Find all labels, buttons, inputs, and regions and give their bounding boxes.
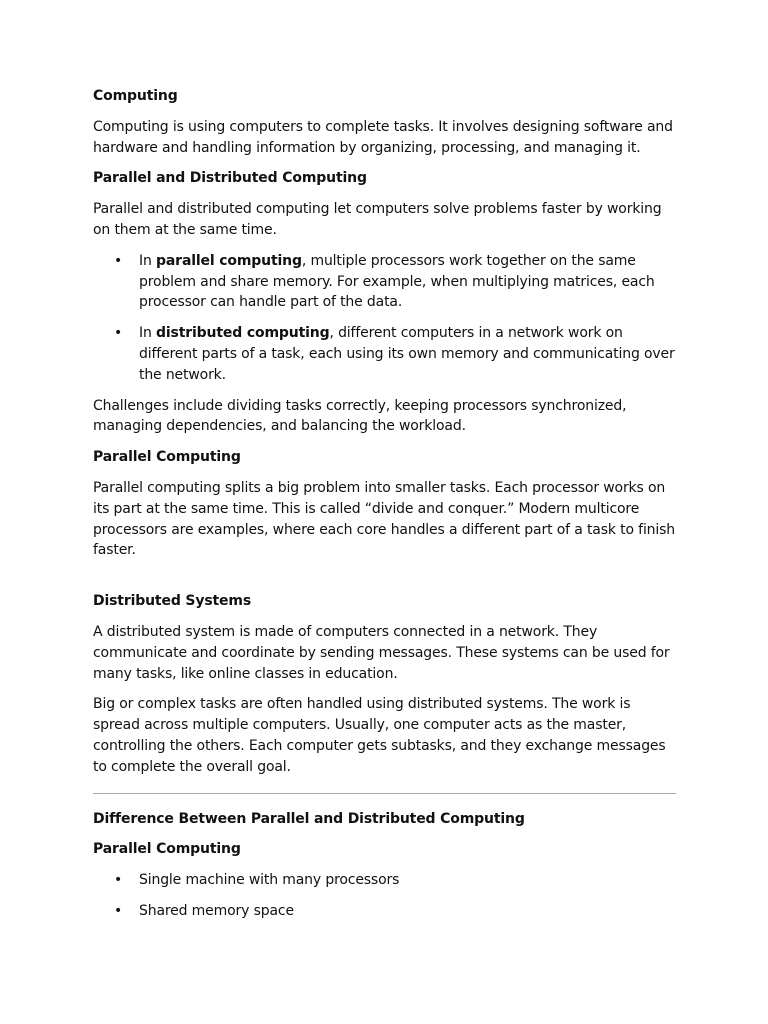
heading-computing: Computing (93, 88, 178, 104)
heading-distributed-systems: Distributed Systems (93, 593, 252, 610)
bullet-marker: • (114, 325, 123, 342)
difference-bullet-list (93, 870, 676, 922)
list-item (93, 870, 676, 891)
bullet-prefix: In (139, 325, 157, 342)
bullet-marker: • (114, 872, 123, 889)
list-item-distributed (93, 323, 676, 385)
bullet-prefix: In (139, 252, 157, 269)
bullet-text: , different computers in a network work on different parts of a task, each using its own memory and communicating over the network. (139, 325, 675, 383)
bullet-bold-term: parallel computing (156, 252, 302, 269)
paragraph-distributed-1: A distributed system is made of computers connected in a network. They communicate and coordinate by sending messages. These systems can be used for many tasks, like online classes in education. (93, 623, 670, 682)
bullet-text: , multiple processors work together on the same problem and share memory. For example, when multiplying matrices, each processor can handle part of the data. (139, 252, 655, 311)
horizontal-divider (93, 793, 676, 794)
bullet-marker: • (114, 902, 123, 919)
list-item-parallel (93, 251, 676, 313)
bullet-bold-term: distributed computing (156, 325, 330, 342)
bullet-text: Shared memory space (139, 902, 294, 919)
paragraph-challenges: Challenges include dividing tasks correctly, keeping processors synchronized, managing dependencies, and balancing the workload. (93, 397, 627, 435)
heading-parallel-computing: Parallel Computing (93, 449, 241, 466)
heading-difference: Difference Between Parallel and Distributed Computing (93, 810, 525, 827)
paragraph-pdc-intro: Parallel and distributed computing let computers solve problems faster by working on them at the same time. (93, 201, 662, 238)
blank-line (93, 571, 676, 591)
document-body (93, 86, 676, 932)
subheading-parallel-computing: Parallel Computing (93, 841, 241, 858)
bullet-text: Single machine with many processors (139, 872, 400, 889)
paragraph-parallel: Parallel computing splits a big problem into smaller tasks. Each processor works on its part at the same time. This is called “divide and conquer.” Modern multicore processors are examples, where each core handles a different part of a task to finish faster. (93, 479, 676, 559)
pdc-bullet-list (93, 251, 676, 386)
list-item (93, 901, 676, 922)
paragraph-distributed-2: Big or complex tasks are often handled using distributed systems. The work is spread across multiple computers. Usually, one computer acts as the master, controlling the others. Each computer gets subtasks, and they exchange messages to complete the overall goal. (93, 696, 666, 775)
bullet-marker: • (114, 252, 123, 269)
paragraph-computing: Computing is using computers to complete tasks. It involves designing software and hardware and handling information by organizing, processing, and managing it. (93, 118, 673, 156)
heading-parallel-distributed: Parallel and Distributed Computing (93, 170, 367, 187)
